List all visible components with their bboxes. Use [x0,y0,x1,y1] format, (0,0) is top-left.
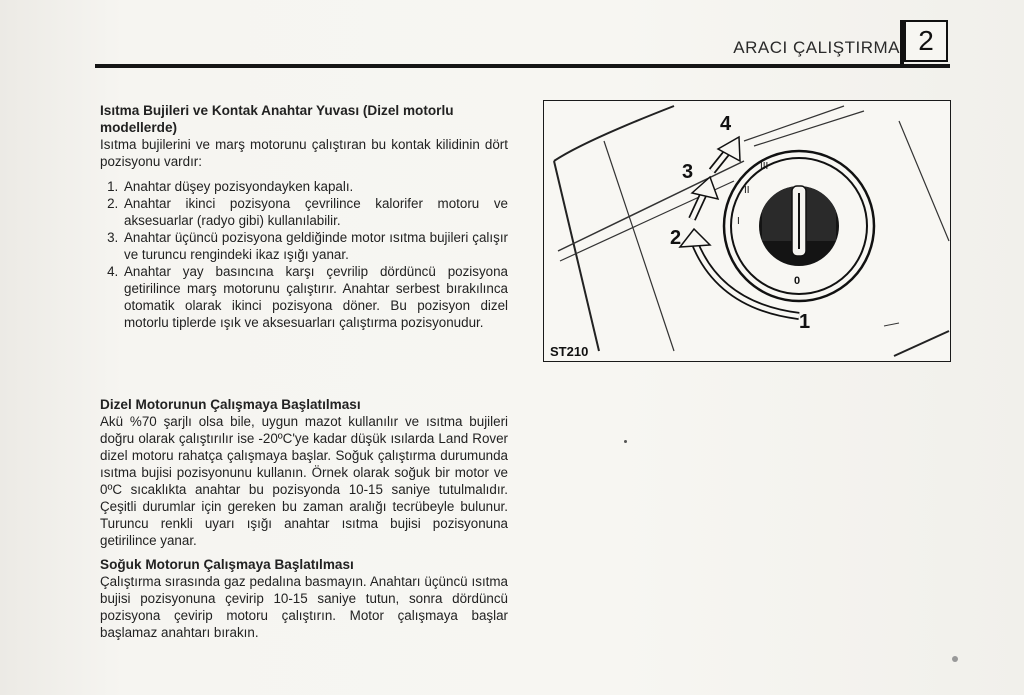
dial-mark-3: III [760,161,769,172]
ignition-switch-drawing [544,101,951,362]
list-item: 1. Anahtar düşey pozisyondayken kapalı. [122,178,508,195]
section-diesel-start [100,396,508,549]
list-item: 4. Anahtar yay basıncına karşı çevrilip dördüncü pozisyona getirilince marş motorunu çalıştırır. Anahtar serbest bırakılınca otomatik olarak ikinci pozisyona döner. Bu pozisyon dizel motorlu tiplerde ışık ve aksesuarları çalıştırma pozisyonudur. [122,263,508,331]
section-intro: Isıtma bujilerini ve marş motorunu çalıştıran bu kontak kilidinin dört pozisyonu vardır: [100,137,508,169]
position-label-2: 2 [670,227,682,249]
list-item: 2. Anahtar ikinci pozisyona çevrilince kalorifer motoru ve aksesuarlar (radyo gibi) kullanılabilir. [122,195,508,229]
dial-mark-1: I [737,216,740,227]
dial-mark-2: II [744,185,750,196]
position-list [100,178,508,331]
header-rule [95,64,950,68]
position-label-1: 1 [799,311,811,333]
list-item: 3. Anahtar üçüncü pozisyona geldiğinde motor ısıtma bujileri çalışır ve turuncu rengindeki ikaz ışığı yanar. [122,229,508,263]
figure-code: ST210 [550,344,589,359]
chapter-number-box: 2 [904,20,948,62]
position-label-3: 3 [682,161,694,183]
section-title: Isıtma Bujileri ve Kontak Anahtar Yuvası (Dizel motorlu modellerde) [100,103,454,135]
chapter-header-title: ARACI ÇALIŞTIRMA [733,38,900,57]
section-title: Soğuk Motorun Çalışmaya Başlatılması [100,557,354,572]
position-label-4: 4 [720,113,732,135]
ignition-switch-figure [543,100,951,362]
section-cold-start [100,556,508,641]
section-title: Dizel Motorunun Çalışmaya Başlatılması [100,397,361,412]
print-speck [952,656,958,662]
dial-mark-0: 0 [794,275,801,287]
print-speck [624,440,627,443]
section-body: Çalıştırma sırasında gaz pedalına basmayın. Anahtarı üçüncü ısıtma bujisi pozisyonuna çevirip 10-15 saniye tutun, sonra dördüncü pozisyona çevirip motoru çalıştırın. Motor çalışmaya başlar başlamaz anahtarı bırakın. [100,574,508,640]
section-body: Akü %70 şarjlı olsa bile, uygun mazot kullanılır ve ısıtma bujileri doğru olarak çalıştırılır ise -20ºC'ye kadar düşük ısılarda Land Rover dizel motoru rahatça çalışmaya başlar. Soğuk çalıştırma durumunda ısıtma bujisi pozisyonunu kullanın. Örnek olarak soğuk bir motor ve 0ºC sıcaklıkta anahtar bu pozisyonda 10-15 saniye tutulmalıdır. Çeşitli durumlar için gereken bu zaman aralığı tecrübeyle bulunur. Turuncu renkli uyarı ışığı anahtar ısıtma bujisi pozisyonuna getirilince yanar. [100,414,508,548]
section-glow-plugs [100,102,508,331]
